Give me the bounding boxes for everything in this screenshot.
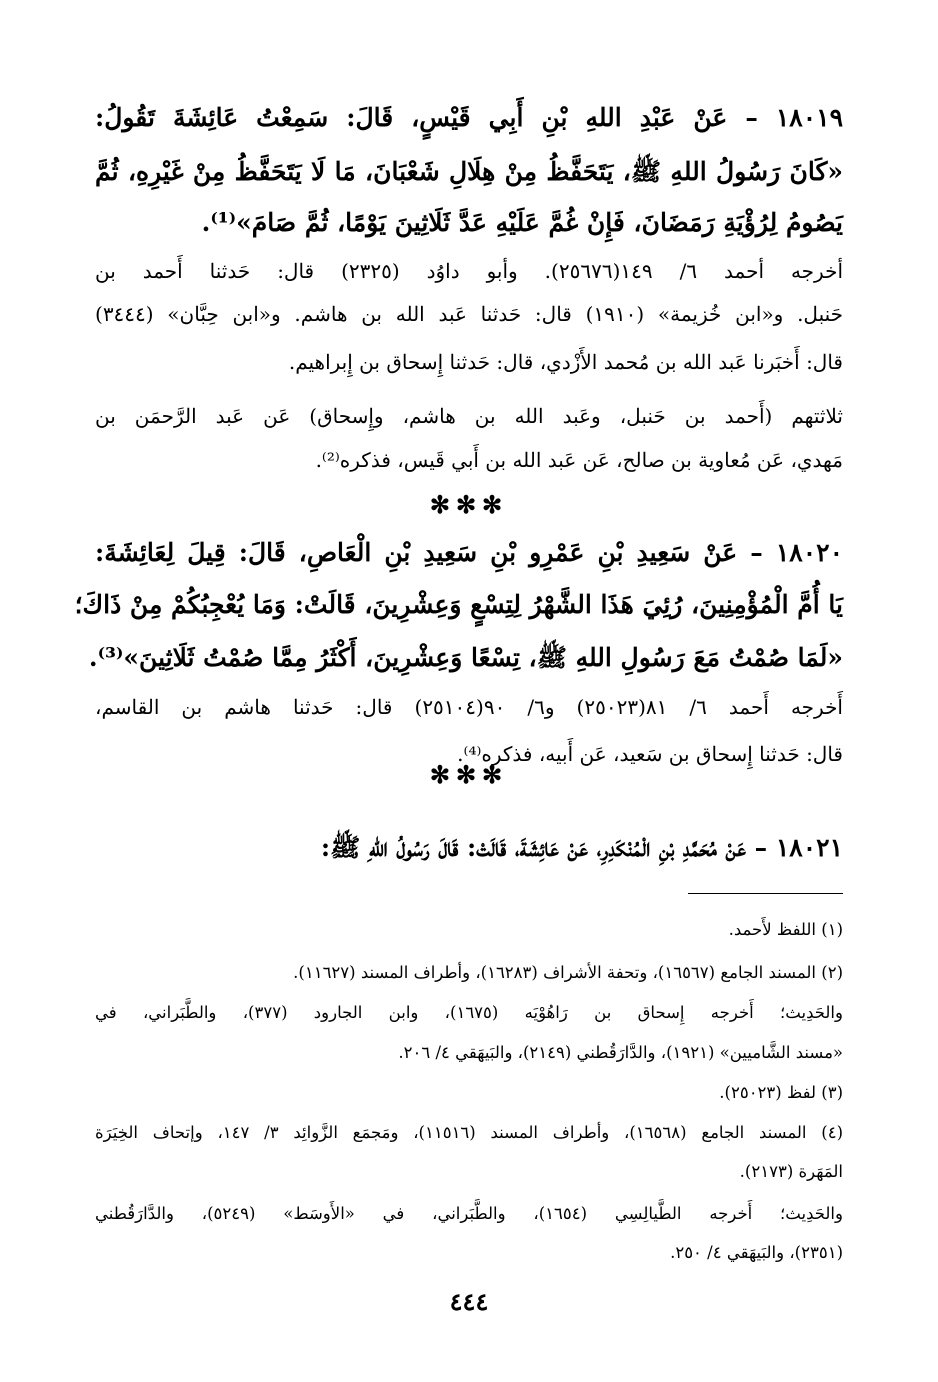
hadith-18019-line-1: ١٨٠١٩ – عَنْ عَبْدِ اللهِ بْنِ أَبِي قَيْسٍ، قَالَ: سَمِعْتُ عَائِشَةَ تَقُولُ: — [95, 103, 843, 132]
takhrij-18020-line-2: قال: حَدثنا إِسحاق بن سَعيد، عَن أَبيه، فذكره⁽⁴⁾. — [457, 742, 843, 766]
footnote-2-line-3: «مسند الشَّاميين» (١٩٢١)، والدَّارَقُطني (٢١٤٩)، والبَيهَقي ٤/ ٢٠٦. — [398, 1043, 843, 1062]
section-separator: ✻✻✻ — [429, 490, 509, 519]
takhrij-18019-line-3: قال: أَخبَرنا عَبد الله بن مُحمد الأَزْدي، قال: حَدثنا إِسحاق بن إِبراهيم. — [288, 350, 843, 374]
page-number: ٤٤٤ — [449, 1287, 489, 1316]
footnote-2-line-1: (٢) المسند الجامع (١٦٥٦٧)، وتحفة الأشراف (١٦٢٨٣)، وأطراف المسند (١١٦٢٧). — [293, 963, 843, 982]
hadith-18020-line-1: ١٨٠٢٠ – عَنْ سَعِيدِ بْنِ عَمْرِو بْنِ سَعِيدِ بْنِ الْعَاصِ، قَالَ: قِيلَ لِعَائِشَةَ: — [95, 538, 843, 567]
footnote-divider — [688, 893, 843, 894]
footnote-2-line-2: والحَدِيث؛ أَخرجه إِسحاق بن رَاهُوْيَه (١٦٧٥)، وابن الجارود (٣٧٧)، والطَّبَراني، في — [95, 1003, 843, 1022]
hadith-18019-line-3: يَصُومُ لِرُؤْيَةِ رَمَضَانَ، فَإِنْ غُمَّ عَلَيْهِ عَدَّ ثَلَاثِينَ يَوْمًا، ثُمَّ صَامَ»⁽¹⁾. — [201, 208, 843, 237]
hadith-18021-line-1: ١٨٠٢١ – عَنْ مُحَمَّدِ بْنِ الْمُنْكَدِرِ، عَنْ عَائِشَةَ، قَالَتْ: قَالَ رَسُولُ اللهِ ﷺ: — [320, 833, 843, 862]
takhrij-18019-line-1: أخرجه أحمد ٦/ ١٤٩(٢٥٦٧٦). وأبو داوُد (٢٣٢٥) قال: حَدثنا أَحمد بن — [95, 259, 843, 283]
footnote-1: (١) اللفظ لأَحمد. — [728, 920, 843, 939]
takhrij-18019-line-2: حَنبل. و«ابن خُزيمة» (١٩١٠) قال: حَدثنا عَبد الله بن هاشم. و«ابن حِبَّان» (٣٤٤٤) — [95, 302, 844, 326]
hadith-18020-line-3: «لَمَا صُمْتُ مَعَ رَسُولِ اللهِ ﷺ، تِسْعًا وَعِشْرِينَ، أَكْثَرُ مِمَّا صُمْتُ ثَلَاثِينَ»⁽³⁾. — [88, 643, 843, 672]
hadith-18019-line-2: «كَانَ رَسُولُ اللهِ ﷺ، يَتَحَفَّظُ مِنْ هِلَالِ شَعْبَانَ، مَا لَا يَتَحَفَّظُ مِنْ غَيْرِهِ، ثُمَّ — [95, 157, 843, 186]
footnote-4-line-3: والحَدِيث؛ أَخرجه الطَّيالِسِي (١٦٥٤)، والطَّبَراني، في «الأَوسَط» (٥٢٤٩)، والدَّارَقُطني — [95, 1204, 843, 1223]
footnote-3: (٣) لفظ (٢٥٠٢٣). — [719, 1083, 843, 1102]
section-separator: ✻✻✻ — [429, 760, 509, 789]
takhrij-18019-line-4: ثلاثتهم (أَحمد بن حَنبل، وعَبد الله بن هاشم، وإِسحاق) عَن عَبد الرَّحمَن بن — [95, 404, 843, 428]
hadith-18020-line-2: يَا أُمَّ الْمُؤْمِنِينَ، رُئِيَ هَذَا الشَّهْرُ لِتِسْعٍ وَعِشْرِينَ، قَالَتْ: وَمَا يُعْجِبُكُمْ مِنْ ذَاكَ؛ — [74, 590, 843, 619]
takhrij-18020-line-1: أَخرجه أَحمد ٦/ ٨١(٢٥٠٢٣) و٦/ ٩٠(٢٥١٠٤) قال: حَدثنا هاشم بن القاسم، — [95, 695, 843, 719]
footnote-4-line-1: (٤) المسند الجامع (١٦٥٦٨)، وأطراف المسند (١١٥١٦)، ومَجمَع الزَّوائِد ٣/ ١٤٧، وإتحاف الخِيَرَة — [95, 1123, 844, 1142]
footnote-4-line-2: المَهَرة (٢١٧٣). — [739, 1162, 843, 1181]
footnote-4-line-4: (٢٣٥١)، والبَيهَقي ٤/ ٢٥٠. — [670, 1243, 843, 1262]
takhrij-18019-line-5: مَهدي، عَن مُعاوية بن صالح، عَن عَبد الله بن أَبي قَيس، فذكره⁽²⁾. — [315, 448, 843, 472]
